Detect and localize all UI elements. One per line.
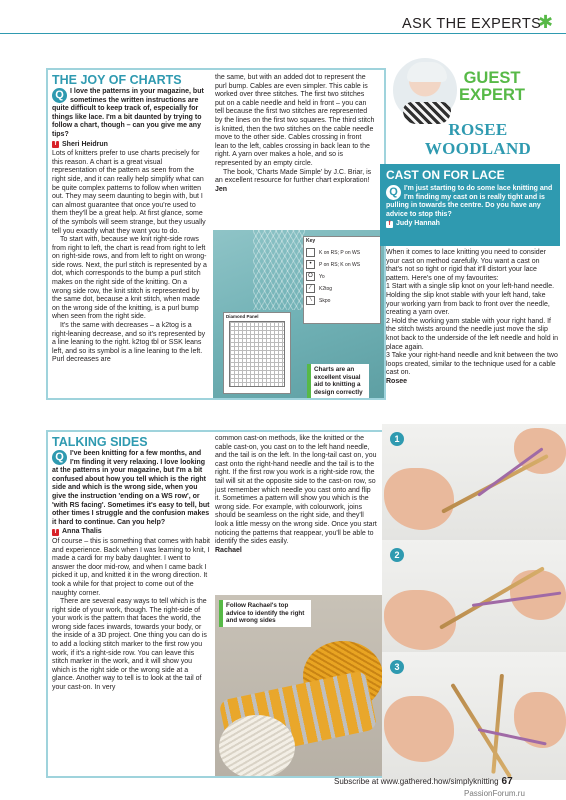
lace-pattern xyxy=(253,230,305,310)
talk-right-column xyxy=(215,435,377,555)
key-row-knit: K on RS; P on WS xyxy=(306,248,378,257)
question-icon: Q xyxy=(386,185,401,200)
talk-left-column xyxy=(52,450,210,693)
guest-expert-name: ROSEE WOODLAND xyxy=(424,120,532,158)
cream-yarn-ball xyxy=(219,715,295,776)
page-section-title: ASK THE EXPERTS xyxy=(402,16,542,32)
joy-answer-p3: It's the same with decreases – a k2tog is a right-leaning decrease, and so it's represented by a line leaning to the right. k2tog tbl or SSK leans left, and so its symbol is a line leaning to the left. Purl decreases are xyxy=(52,322,206,364)
cast-step-1: 1 Start with a single slip knot on your left-hand needle. Holding the slip knot stable with your left hand, take your working yarn from back to front over the needle, creating a yarn over. xyxy=(386,283,555,317)
chart-grid xyxy=(229,321,285,387)
joy-signature: Jen xyxy=(215,185,228,193)
footer xyxy=(334,776,513,787)
step-number-1: 1 xyxy=(390,432,404,446)
talking-sides-title: TALKING SIDES xyxy=(52,435,148,449)
key-row-k2tog: ⁄ K2tog xyxy=(306,284,378,293)
cast-question: I'm just starting to do some lace knitting and I'm finding my cast on is really tight and is pulling in towards the centre. Do you have any advice to stop this? xyxy=(386,185,553,218)
talk-question: I've been knitting for a few months, and I'm finding it very relaxing. I love looking at the patterns in your magazine, but I'm a bit confused about how you tell which is the right side and which is the wrong side, when you give the instruction 'ending on a WS row', or 'with RS facing'. Sometimes it's easy to tell, but other times I struggle and the confusion makes it hard to continue. Can you help? xyxy=(52,450,210,526)
talk-asker: f Anna Thalis xyxy=(52,528,210,537)
lace-sweater-photo xyxy=(213,230,384,398)
question-icon: Q xyxy=(52,450,67,465)
clover-icon: ✱ xyxy=(538,12,554,32)
key-row-purl: • P on RS; K on WS xyxy=(306,260,378,269)
step-number-2: 2 xyxy=(390,548,404,562)
diamond-panel-chart: Diamond Panel xyxy=(223,312,291,394)
yarn-caption: Follow Rachael's top advice to identify the right and wrong sides xyxy=(219,600,311,627)
cast-signature: Rosee xyxy=(386,377,408,385)
yarn-photo xyxy=(215,595,384,776)
chart-caption: Charts are an excellent visual aid to knitting a design correctly xyxy=(307,364,369,398)
talk-answer-p1: Of course – this is something that comes with habit and experience. Back when I was learning to knit, I made a cardi for my baby daughter. I went to answer the door mid-row, and when I came back I picked it up, and knitted it in the wrong direction. It took a while for that project to come out of the naughty corner. xyxy=(52,537,210,597)
cast-on-question-box xyxy=(380,164,560,246)
joy-of-charts-title: THE JOY OF CHARTS xyxy=(52,73,182,87)
step-photo-1 xyxy=(382,424,566,542)
joy-answer-p5: The book, 'Charts Made Simple' by J.C. Briar, is an excellent resource for further chart exploration! xyxy=(215,168,372,185)
talk-signature: Rachael xyxy=(215,546,242,554)
cast-step-3: 3 Take your right-hand needle and knit between the two loops created, similar to the technique used for a cable cast on. xyxy=(386,352,558,377)
talk-answer-p2: There are several easy ways to tell which is the right side of your work, though. The right-side of your work is the pattern that faces the world, the wrong side faces inwards, towards your body, or the inside of a 3D project. One thing you can do is to add a locking stitch marker to the first row you work, if it's a right-side row. You can leave this stitch marker in the work, and it will show you which is the right side or the wrong side at a glance. Another way to tell is to look at the tail of your cast-on. In very xyxy=(52,598,207,692)
joy-answer-p1: Lots of knitters prefer to use charts precisely for this reason. A chart is a great visual representation of the pattern as seen from the right side, and it can really help simplify what can be quite complex patterns to follow when written out. They may seem daunting to begin with, but I can almost guarantee that once you're used to them they'll be a great help. At first glance, some of the symbols will seem strange, but they usually tell you exactly what they want you to do. xyxy=(52,150,206,235)
step-photo-3 xyxy=(382,652,566,780)
header-divider xyxy=(0,33,566,34)
joy-question: I love the patterns in your magazine, but sometimes the written instructions are quite difficult to keep track of, especially for things like lace. I'm a bit daunted by trying to follow a chart, though – can you give me any tips? xyxy=(52,88,204,138)
cast-answer-column xyxy=(386,249,558,387)
talk-answer-p3: common cast-on methods, like the knitted or the cable cast-on, you cast on to the left hand needle, and the tail is on the left. In the long-tail cast on, you cast onto the right-hand needle and the tail is to the right. If the first row you work is a right-side row, the tail will sit at the opposite side to the cast-on row, so just remember which needle you cast onto and flip it. Sometimes a pattern will show you which is the wrong side. For example, with colourwork, joins should be seamless on the right side, and they'll look a little messy on the wrong side. Once you start noticing the patterns that reappear, you'll be able to identify the sides easily. xyxy=(215,435,377,546)
page-number: 67 xyxy=(501,776,513,787)
joy-answer-p2: To start with, because we knit right-side rows from right to left, the chart is read from right to left on right-side rows, and from left to right on wrong-side rows. Next, the purl stitch is represented by a dot, which corresponds to the bump a purl stitch makes on the right side of the knitting. On a wrong side row, the knit stitch is represented by the same dot, because a knit stitch, when made on the wrong side of the knitting, is a purl bump when seen from the right side. xyxy=(52,236,207,321)
joy-right-column xyxy=(215,74,375,194)
cast-answer-p1: When it comes to lace knitting you need to consider your cast on method carefully. You want a cast on that's not so tight or rigid that it'll distort your lace pattern. Here's one of my favourites: xyxy=(386,249,546,282)
key-row-skpo: ⁄ Skpo xyxy=(306,296,378,305)
guest-expert-photo xyxy=(391,56,459,124)
watermark: PassionForum.ru xyxy=(464,789,525,798)
cast-on-title: CAST ON FOR LACE xyxy=(386,168,505,182)
joy-left-column xyxy=(52,88,208,365)
guest-expert-label: GUEST EXPERT xyxy=(458,69,526,104)
step-number-3: 3 xyxy=(390,660,404,674)
question-icon: Q xyxy=(52,88,67,103)
facebook-icon: f xyxy=(52,141,59,148)
cast-asker: f Judy Hannah xyxy=(386,220,554,229)
key-row-yo: O Yo xyxy=(306,272,378,281)
joy-answer-p4: the same, but with an added dot to represent the purl bump. Cables are even simpler. This cable is worked over three stitches. The first two stitches put on a cable needle and held in front – you can tell because the first two stitches are represented by the lines on the first two squares. The third stitch is knitted, then the two stitches on the cable needle move to the other side. Cables crossing in front lean to the left, cables crossing in back lean to the right. A yarn over makes a hole, and so is represented by an empty circle. xyxy=(215,74,375,167)
chart-key: Key K on RS; P on WS • P on RS; K on WS O Yo ⁄ K2tog ⁄ Skpo xyxy=(303,236,381,324)
subscribe-link[interactable]: Subscribe at www.gathered.how/simplyknitting xyxy=(334,777,499,786)
facebook-icon: f xyxy=(386,221,393,228)
step-photo-2 xyxy=(382,540,566,658)
facebook-icon: f xyxy=(52,529,59,536)
cast-step-2: 2 Hold the working yarn stable with your right hand. If the stitch twists around the needle just move the slip knot back to the underside of the left needle and hold in place again. xyxy=(386,317,559,351)
joy-asker: f Sheri Heidrun xyxy=(52,141,208,150)
